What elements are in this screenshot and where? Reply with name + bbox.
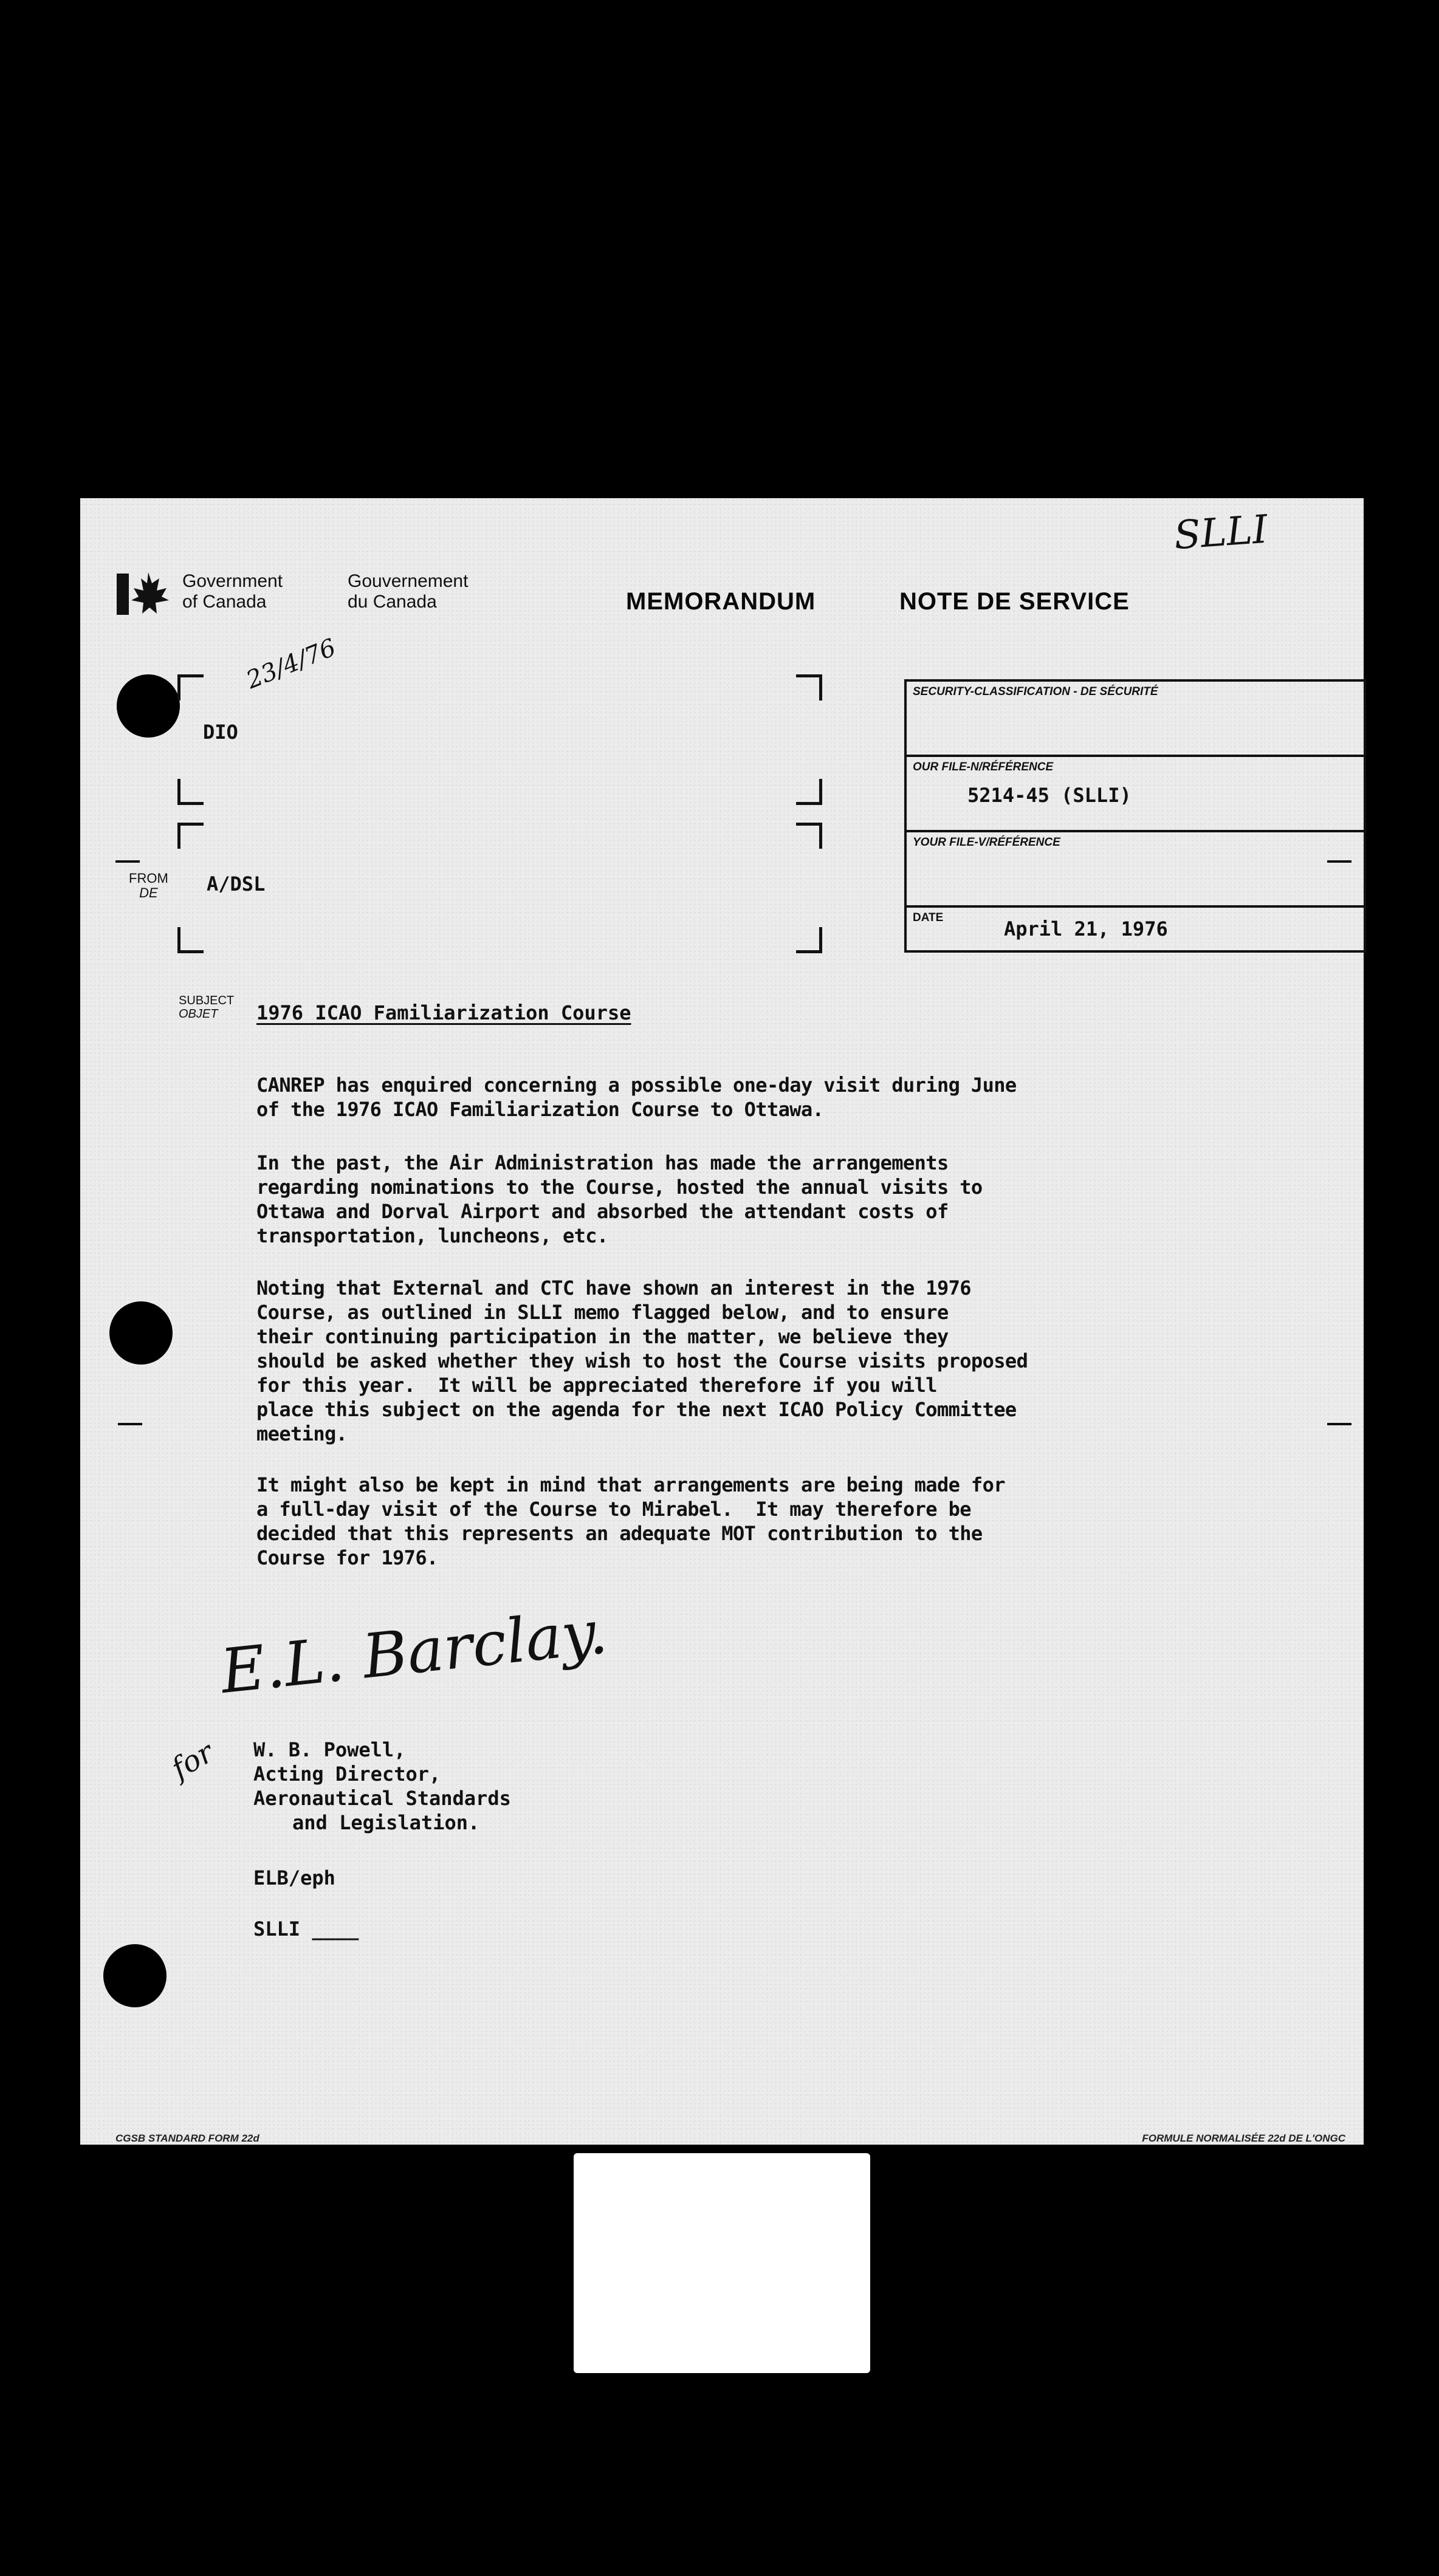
file-reference-box — [904, 679, 1366, 953]
fold-mark — [1327, 1423, 1351, 1425]
to-corner — [177, 779, 204, 805]
gov-en-line1: Government — [182, 571, 283, 591]
from-corner — [796, 927, 822, 953]
note-de-service-heading: NOTE DE SERVICE — [899, 588, 1130, 615]
date-label: DATE — [913, 911, 944, 924]
signatory-title: Acting Director, — [253, 1762, 441, 1786]
blank-card — [574, 2153, 870, 2373]
gov-fr-line2: du Canada — [348, 592, 437, 612]
handwritten-file-ref: SLLI — [1172, 507, 1269, 559]
canada-flag-icon — [117, 570, 171, 620]
signatory-branch-cont: and Legislation. — [292, 1811, 480, 1834]
body-paragraph-2: In the past, the Air Administration has made the arrangements regarding nominations to the Course, hosted the annual visits to Ottawa and Dorval Airport and absorbed the attendant costs of transportation, luncheons, etc. — [256, 1151, 983, 1247]
from-corner — [177, 823, 204, 849]
memorandum-heading: MEMORANDUM — [626, 588, 816, 615]
from-corner — [796, 823, 822, 849]
signatory-name: W. B. Powell, — [253, 1738, 406, 1761]
your-file-label: YOUR FILE-V/RÉFÉRENCE — [913, 836, 1060, 849]
subject-label-fr: OBJET — [179, 1007, 218, 1021]
routing-line: SLLI ____ — [253, 1917, 359, 1941]
fold-mark — [118, 1423, 142, 1425]
typist-initials: ELB/eph — [253, 1866, 335, 1889]
punch-hole-top — [117, 674, 180, 738]
our-file-number: 5214-45 (SLLI) — [967, 784, 1132, 807]
subject-label: SUBJECT — [179, 994, 235, 1007]
body-paragraph-1: CANREP has enquired concerning a possible one-day visit during June of the 1976 ICAO Familiarization Course to Ottawa. — [256, 1074, 1017, 1121]
to-corner — [177, 674, 204, 701]
to-corner — [796, 674, 822, 701]
to-recipient: DIO — [203, 721, 238, 744]
punch-hole-middle — [109, 1301, 173, 1365]
signatory-branch: Aeronautical Standards — [253, 1787, 511, 1810]
memo-date: April 21, 1976 — [1004, 917, 1168, 940]
form-number-fr: FORMULE NORMALISÉE 22d DE L'ONGC — [1142, 2132, 1345, 2144]
gov-en-line2: of Canada — [182, 592, 267, 612]
security-classification-label: SECURITY-CLASSIFICATION - DE SÉCURITÉ — [913, 685, 1158, 698]
form-number-en: CGSB STANDARD FORM 22d — [115, 2132, 259, 2144]
from-label: FROM — [129, 871, 168, 886]
fold-mark — [115, 860, 140, 863]
to-corner — [796, 779, 822, 805]
from-corner — [177, 927, 204, 953]
from-label-fr: DE — [139, 885, 158, 900]
handwritten-date: 23/4/76 — [242, 633, 340, 695]
body-paragraph-4: It might also be kept in mind that arrangements are being made for a full-day visit of the Course to Mirabel. It may therefore be decided that this represents an adequate MOT contribution to the Course for 1976. — [256, 1473, 1005, 1569]
body-paragraph-3: Noting that External and CTC have shown an interest in the 1976 Course, as outlined in SLLI memo flagged below, and to ensure their continuing participation in the matter, we believe they should be asked whether they wish to host the Course visits proposed for this year. It will be appreciated therefore if you will place this subject on the agenda for the next ICAO Policy Committee meeting. — [256, 1276, 1028, 1445]
handwritten-for-mark: for — [165, 1735, 219, 1786]
from-sender: A/DSL — [207, 872, 266, 896]
subject-line: 1976 ICAO Familiarization Course — [256, 1001, 631, 1024]
handwritten-signature: E.L. Barclay. — [217, 1595, 611, 1708]
punch-hole-bottom — [103, 1944, 167, 2007]
memo-sheet — [80, 498, 1364, 2145]
gov-fr-line1: Gouvernement — [348, 571, 469, 591]
our-file-label: OUR FILE-N/RÉFÉRENCE — [913, 761, 1054, 773]
